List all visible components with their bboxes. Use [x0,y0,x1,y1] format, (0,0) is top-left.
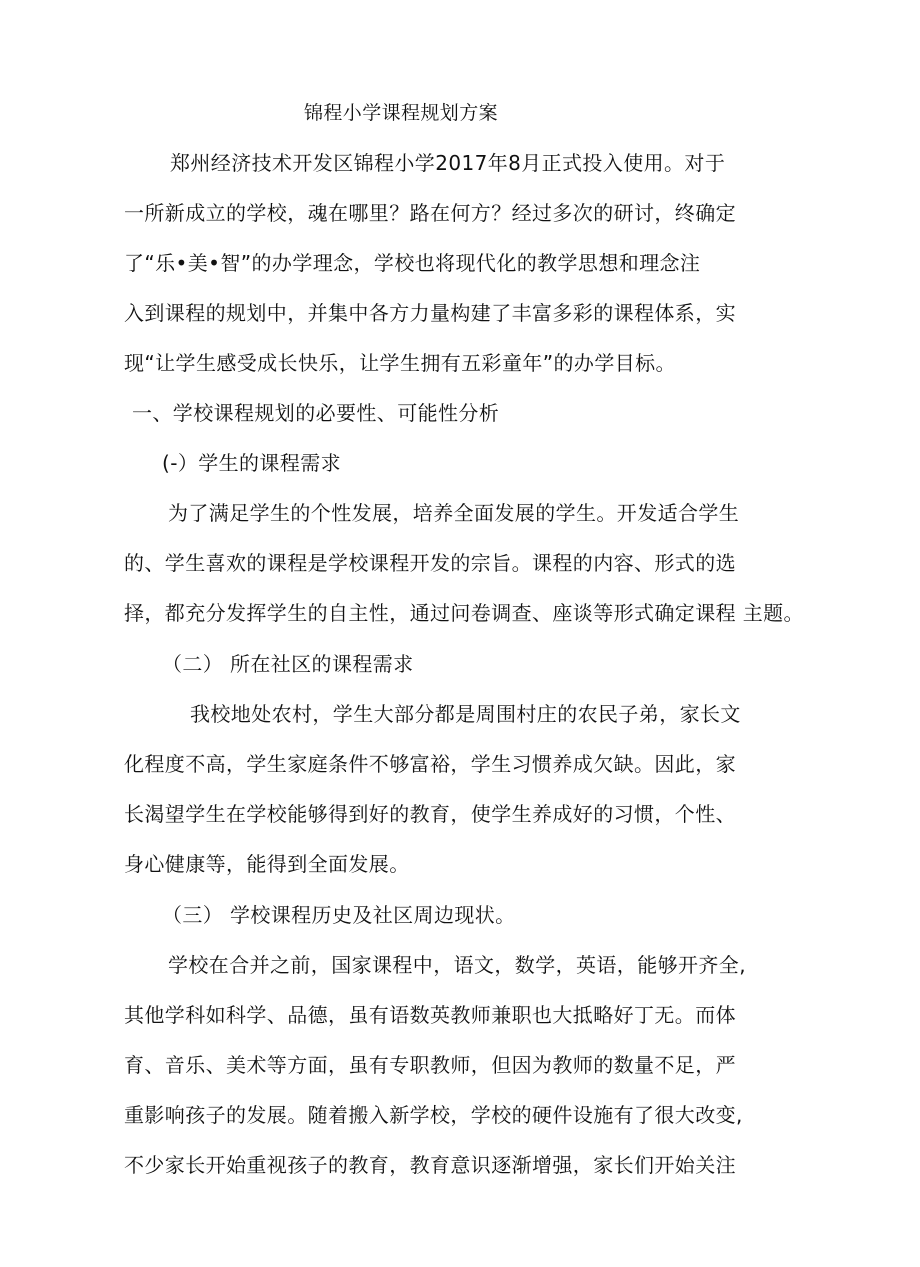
paragraph-line: 择，都充分发挥学生的自主性，通过问卷调查、座谈等形式确定课程 主题。 [124,601,804,625]
intro-line: 现“让学生感受成长快乐，让学生拥有五彩童年”的办学目标。 [124,351,676,375]
subsection-heading: （二） 所在社区的课程需求 [162,652,414,676]
paragraph-line: 身心健康等，能得到全面发展。 [124,852,410,876]
paragraph-line: 我校地处农村，学生大部分都是周围村庄的农民子弟，家长文 [190,702,741,726]
paragraph-line: 育、音乐、美术等方面，虽有专职教师，但因为教师的数量不足，严 [124,1053,736,1077]
intro-line: 郑州经济技术开发区锦程小学2017年8月正式投入使用。对于 [170,151,726,175]
subsection-heading: (-）学生的课程需求 [162,451,342,475]
intro-line: 一所新成立的学校，魂在哪里？路在何方？经过多次的研讨，终确定 [124,201,736,225]
paragraph-line: 为了满足学生的个性发展，培养全面发展的学生。开发适合学生 [168,501,740,525]
document-title: 锦程小学课程规划方案 [304,102,499,124]
paragraph-line: 长渴望学生在学校能够得到好的教育，使学生养成好的习惯，个性、 [124,802,736,826]
intro-line: 了“乐•美•智”的办学理念，学校也将现代化的教学思想和理念注 [124,251,701,275]
intro-line: 入到课程的规划中，并集中各方力量构建了丰富多彩的课程体系，实 [124,301,736,325]
paragraph-line: 化程度不高，学生家庭条件不够富裕，学生习惯养成欠缺。因此，家 [124,752,736,776]
subsection-heading: （三） 学校课程历史及社区周边现状。 [162,903,516,927]
paragraph-line: 学校在合并之前，国家课程中，语文，数学，英语，能够开齐全, [168,953,746,977]
section-heading: 一、学校课程规划的必要性、可能性分析 [132,401,500,425]
paragraph-line: 的、学生喜欢的课程是学校课程开发的宗旨。课程的内容、形式的选 [124,551,736,575]
paragraph-line: 重影响孩子的发展。随着搬入新学校，学校的硬件设施有了很大改变, [124,1103,743,1127]
paragraph-line: 不少家长开始重视孩子的教育，教育意识逐渐增强，家长们开始关注 [124,1153,736,1177]
paragraph-line: 其他学科如科学、品德，虽有语数英教师兼职也大抵略好丁无。而体 [124,1003,736,1027]
